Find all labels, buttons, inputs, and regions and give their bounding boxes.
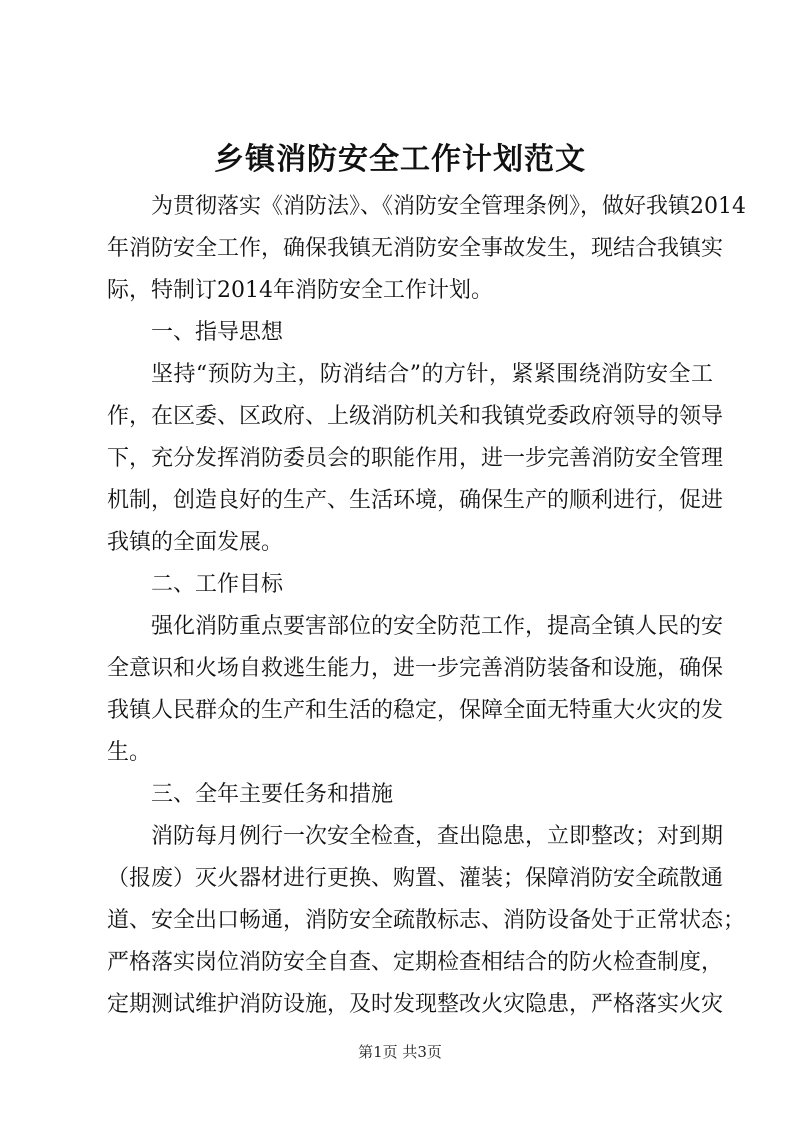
text-line: 定期测试维护消防设施，及时发现整改火灾隐患，严格落实火灾 bbox=[107, 992, 724, 1017]
text-line: 消防每月例行一次安全检查，查出隐患，立即整改；对到期 bbox=[151, 824, 724, 849]
document-body bbox=[107, 186, 746, 1026]
text-line: 我镇的全面发展。 bbox=[107, 530, 284, 555]
text-line: 严格落实岗位消防安全自查、定期检查相结合的防火检查制度， bbox=[107, 950, 724, 975]
text-line: 全意识和火场自救逃生能力，进一步完善消防装备和设施，确保 bbox=[107, 656, 724, 681]
text-line: 为贯彻落实《消防法》、《消防安全管理条例》，做好我镇2014 bbox=[151, 194, 746, 219]
text-line: 年消防安全工作，确保我镇无消防安全事故发生，现结合我镇实 bbox=[107, 236, 724, 261]
page-footer: 第1页 共3页 bbox=[358, 1043, 442, 1061]
text-line: 下，充分发挥消防委员会的职能作用，进一步完善消防安全管理 bbox=[107, 446, 724, 471]
text-line: 二、工作目标 bbox=[151, 572, 284, 597]
text-line: 我镇人民群众的生产和生活的稳定，保障全面无特重大火灾的发 bbox=[107, 698, 724, 723]
document-title: 乡镇消防安全工作计划范文 bbox=[214, 142, 586, 177]
text-line: 三、全年主要任务和措施 bbox=[151, 782, 394, 807]
text-line: （报废）灭火器材进行更换、购置、灌装；保障消防安全疏散通 bbox=[107, 866, 724, 891]
text-line: 际，特制订2014年消防安全工作计划。 bbox=[107, 278, 493, 303]
text-line: 生。 bbox=[107, 740, 152, 765]
text-line: 强化消防重点要害部位的安全防范工作，提高全镇人民的安 bbox=[151, 614, 724, 639]
text-line: 作，在区委、区政府、上级消防机关和我镇党委政府领导的领导 bbox=[107, 404, 724, 429]
text-line: 坚持“预防为主，防消结合”的方针，紧紧围绕消防安全工 bbox=[151, 362, 713, 387]
text-line: 机制，创造良好的生产、生活环境，确保生产的顺利进行，促进 bbox=[107, 488, 724, 513]
text-line: 一、指导思想 bbox=[151, 320, 284, 345]
text-line: 道、安全出口畅通，消防安全疏散标志、消防设备处于正常状态； bbox=[107, 908, 746, 933]
